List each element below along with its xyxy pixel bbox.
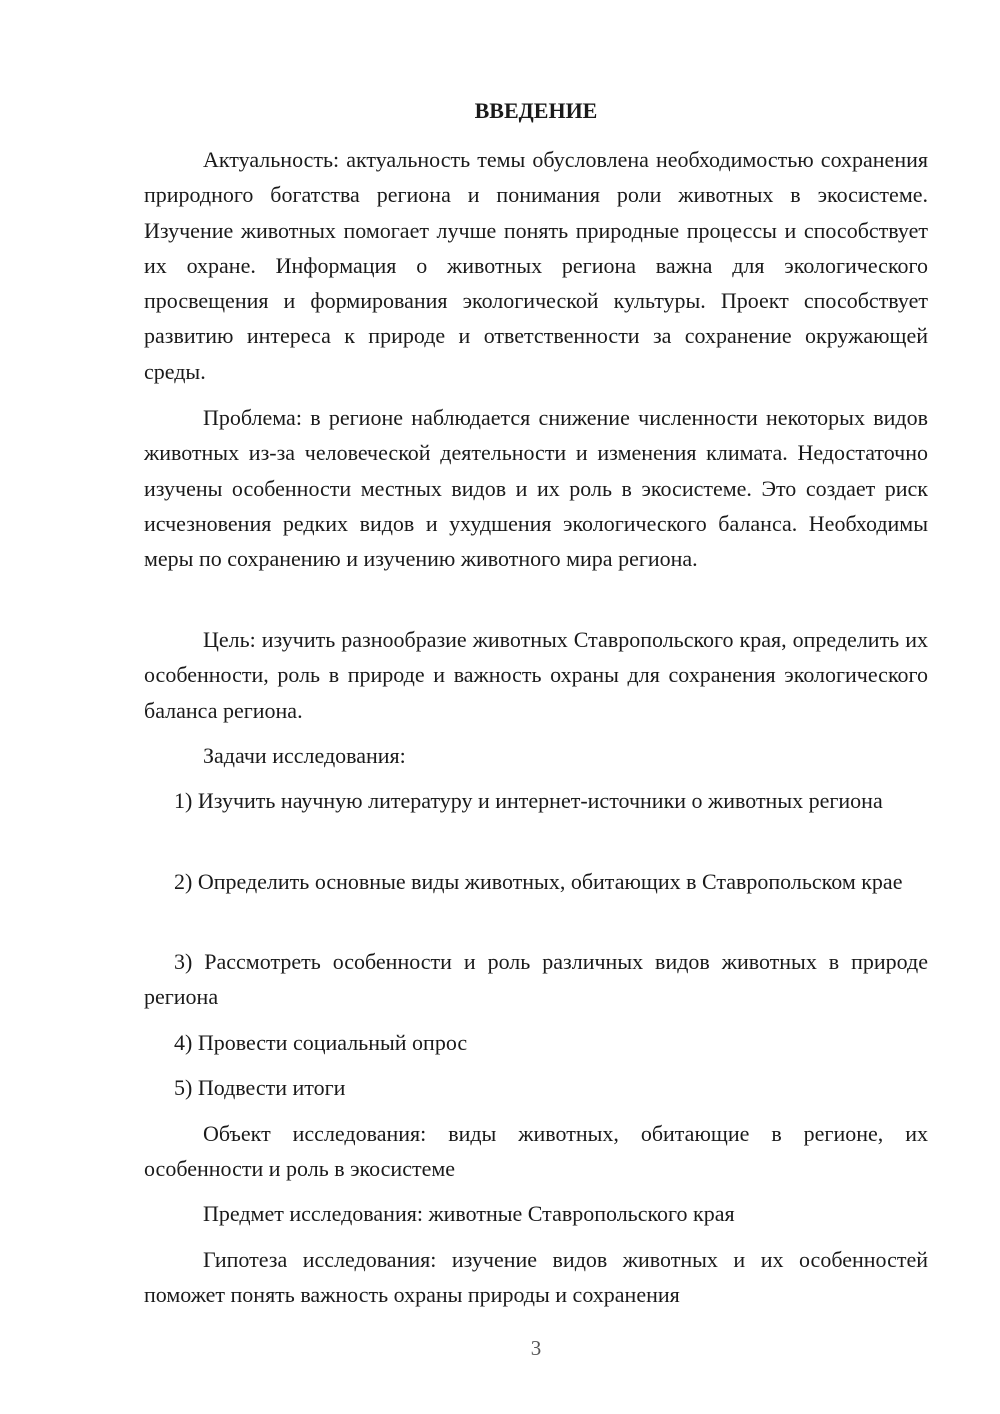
paragraph-goal: Цель: изучить разнообразие животных Ставропольского края, определить их особенности, роль в природе и важность охраны для сохранения экологического баланса региона.	[144, 627, 928, 723]
task-item-1: 1) Изучить научную литературу и интернет-источники о животных региона	[174, 788, 883, 813]
paragraph-relevance: Актуальность: актуальность темы обусловлена необходимостью сохранения природного богатства региона и понимания роли животных в экосистеме. Изучение животных помогает лучше понять природные процессы и способствует их охране. Информация о животных региона важна для экологического просвещения и формирования экологической культуры. Проект способствует развитию интереса к природе и ответственности за сохранение окружающей среды.	[144, 147, 928, 384]
task-item-5: 5) Подвести итоги	[174, 1075, 346, 1100]
tasks-heading: Задачи исследования:	[203, 743, 406, 768]
task-item-4: 4) Провести социальный опрос	[174, 1030, 468, 1055]
paragraph-subject: Предмет исследования: животные Ставропольского края	[203, 1201, 735, 1226]
paragraph-hypothesis: Гипотеза исследования: изучение видов животных и их особенностей поможет понять важность охраны природы и сохранения	[144, 1247, 928, 1308]
paragraph-object: Объект исследования: виды животных, обитающие в регионе, их особенности и роль в экосистеме	[144, 1121, 928, 1182]
paragraph-problem: Проблема: в регионе наблюдается снижение численности некоторых видов животных из-за человеческой деятельности и изменения климата. Недостаточно изучены особенности местных видов и их роль в экосистеме. Это создает риск исчезновения редких видов и ухудшения экологического баланса. Необходимы меры по сохранению и изучению животного мира региона.	[144, 405, 928, 572]
task-item-3: 3) Рассмотреть особенности и роль различных видов животных в природе региона	[144, 949, 928, 1010]
page-title: ВВЕДЕНИЕ	[474, 98, 598, 123]
task-item-2: 2) Определить основные виды животных, обитающих в Ставропольском крае	[174, 869, 903, 894]
page-number: 3	[530, 1336, 542, 1360]
